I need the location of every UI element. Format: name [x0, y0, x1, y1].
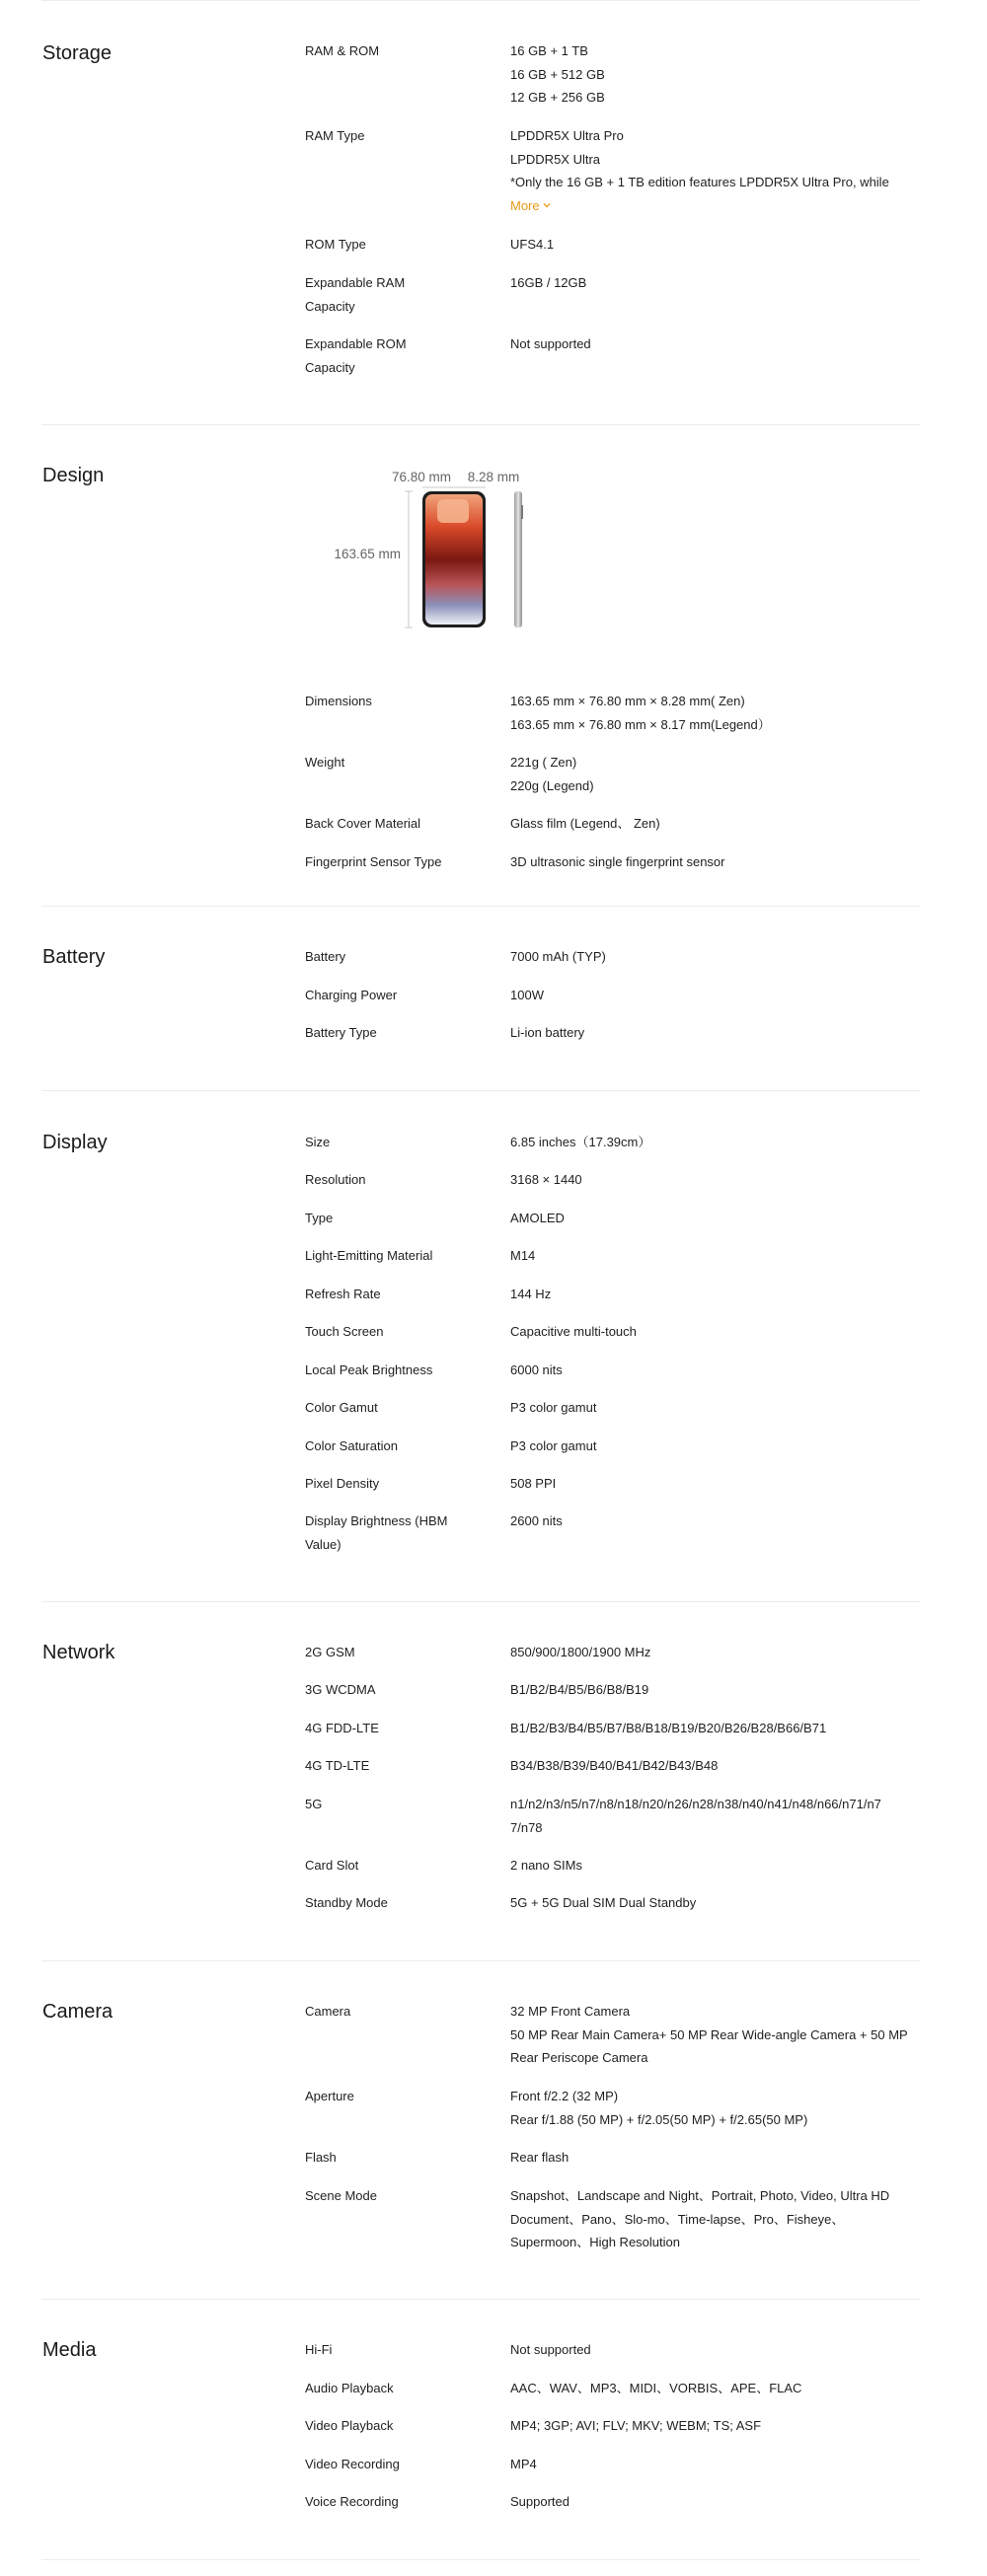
- section-title-camera: Camera: [42, 2001, 114, 2023]
- spec-value: [510, 1396, 920, 1420]
- spec-value: [510, 2146, 920, 2170]
- value-line: Capacitive multi-touch: [510, 1324, 637, 1339]
- value-line: B1/B2/B4/B5/B6/B8/B19: [510, 1682, 649, 1697]
- value-line: LPDDR5X Ultra: [510, 151, 601, 167]
- spec-value: [510, 751, 920, 797]
- value-line: MP4: [510, 2457, 537, 2471]
- spec-label: Standby Mode: [305, 1895, 388, 1910]
- spec-value: [510, 1754, 920, 1778]
- spec-label: Flash: [305, 2150, 337, 2165]
- value-line: M14: [510, 1248, 536, 1263]
- spec-value: [510, 1435, 920, 1458]
- spec-value: [510, 1021, 920, 1045]
- phone-dimension-figure: [326, 464, 582, 641]
- spec-label: 4G TD-LTE: [305, 1758, 370, 1773]
- spec-label: RAM & ROM: [305, 43, 380, 58]
- section-title-battery: Battery: [42, 946, 106, 968]
- spec-value: [510, 812, 920, 836]
- spec-value: [510, 850, 920, 874]
- spec-value: [510, 271, 920, 295]
- spec-value: [510, 233, 920, 257]
- value-line: 850/900/1800/1900 MHz: [510, 1645, 651, 1659]
- value-line: 7000 mAh (TYP): [510, 949, 606, 964]
- value-line: 16 GB + 1 TB: [510, 43, 588, 58]
- spec-value: [510, 1717, 920, 1740]
- spec-value: [510, 1793, 920, 1839]
- spec-value: [510, 1283, 920, 1306]
- spec-value: [510, 1244, 920, 1268]
- phone-side: [514, 491, 522, 627]
- spec-label: Color Saturation: [305, 1438, 398, 1453]
- value-line: 50 MP Rear Main Camera+ 50 MP Rear Wide-angle Camera + 50 MP: [510, 2026, 908, 2042]
- value-line: Not supported: [510, 2342, 591, 2357]
- spec-label: Display Brightness (HBM Value): [305, 1513, 448, 1552]
- value-line: Supermoon、High Resolution: [510, 2235, 680, 2249]
- spec-value: [510, 1168, 920, 1192]
- value-line: Supported: [510, 2494, 569, 2509]
- spec-label: Battery: [305, 949, 346, 964]
- spec-value: [510, 2453, 920, 2476]
- spec-label: Light-Emitting Material: [305, 1248, 433, 1263]
- spec-label: 4G FDD-LTE: [305, 1721, 379, 1735]
- spec-value: [510, 39, 920, 110]
- section-title-storage: Storage: [42, 42, 113, 64]
- value-line: UFS4.1: [510, 237, 555, 252]
- spec-value: [510, 1472, 920, 1496]
- divider: [41, 1090, 920, 1091]
- spec-value: [510, 2338, 920, 2362]
- value-line: 16 GB + 512 GB: [510, 66, 605, 82]
- divider: [41, 424, 920, 425]
- value-line: P3 color gamut: [510, 1400, 597, 1415]
- divider: [41, 2559, 920, 2560]
- value-line: 6000 nits: [510, 1362, 563, 1377]
- divider: [41, 1960, 920, 1961]
- spec-value: [510, 1854, 920, 1877]
- value-line: Li-ion battery: [510, 1025, 585, 1040]
- value-line: 163.65 mm × 76.80 mm × 8.28 mm( Zen): [510, 694, 745, 708]
- spec-label: Local Peak Brightness: [305, 1362, 433, 1377]
- thickness-label: 8.28 mm: [467, 470, 520, 484]
- value-line: *Only the 16 GB + 1 TB edition features LPDDR5X Ultra Pro, while: [510, 175, 889, 189]
- value-line: B34/B38/B39/B40/B41/B42/B43/B48: [510, 1758, 719, 1773]
- value-line: 2 nano SIMs: [510, 1858, 582, 1873]
- spec-label: Pixel Density: [305, 1476, 380, 1491]
- spec-value: [510, 690, 920, 736]
- value-line: 163.65 mm × 76.80 mm × 8.17 mm(Legend）: [510, 716, 771, 732]
- spec-label: 3G WCDMA: [305, 1682, 376, 1697]
- divider: [41, 1601, 920, 1602]
- spec-value: [510, 2490, 920, 2514]
- spec-label: Card Slot: [305, 1858, 359, 1873]
- value-line: B1/B2/B3/B4/B5/B7/B8/B18/B19/B20/B26/B28/B66/B71: [510, 1721, 827, 1735]
- spec-value: [510, 1891, 920, 1915]
- divider: [41, 906, 920, 907]
- value-line: Rear flash: [510, 2150, 569, 2165]
- section-title-network: Network: [42, 1642, 115, 1663]
- section-title-display: Display: [42, 1132, 108, 1153]
- value-line: 12 GB + 256 GB: [510, 90, 605, 105]
- value-line: 16GB / 12GB: [510, 275, 587, 290]
- spec-label: Audio Playback: [305, 2381, 394, 2395]
- spec-label: Color Gamut: [305, 1400, 378, 1415]
- spec-label: Scene Mode: [305, 2188, 377, 2203]
- spec-value: [510, 945, 920, 969]
- value-line: 220g (Legend): [510, 777, 594, 793]
- value-line: MP4; 3GP; AVI; FLV; MKV; WEBM; TS; ASF: [510, 2418, 762, 2433]
- value-line: Not supported: [510, 336, 591, 351]
- value-line: Snapshot、Landscape and Night、Portrait, Photo, Video, Ultra HD: [510, 2188, 890, 2203]
- value-line: 7/n78: [510, 1819, 543, 1835]
- spec-value: [510, 2414, 920, 2438]
- chevron-down-icon: [542, 200, 552, 210]
- more-link[interactable]: [510, 194, 552, 218]
- spec-value: [510, 1131, 920, 1154]
- spec-label: Voice Recording: [305, 2494, 399, 2509]
- value-line: Glass film (Legend、 Zen): [510, 816, 660, 831]
- value-line: 221g ( Zen): [510, 755, 577, 770]
- spec-label: Fingerprint Sensor Type: [305, 854, 442, 869]
- value-line: 144 Hz: [510, 1287, 552, 1301]
- section-title-design: Design: [42, 465, 105, 486]
- spec-label: Aperture: [305, 2089, 354, 2103]
- spec-label: Expandable RAM Capacity: [305, 275, 406, 314]
- divider: [41, 2299, 920, 2300]
- divider: [41, 0, 920, 1]
- spec-value: [510, 2085, 920, 2131]
- value-line: Rear Periscope Camera: [510, 2050, 648, 2065]
- value-line: 2600 nits: [510, 1513, 563, 1528]
- spec-value: [510, 2184, 920, 2254]
- value-line: 32 MP Front Camera: [510, 2004, 631, 2019]
- spec-label: Hi-Fi: [305, 2342, 333, 2357]
- spec-label: Resolution: [305, 1172, 366, 1187]
- spec-label: Touch Screen: [305, 1324, 384, 1339]
- spec-label: Weight: [305, 755, 345, 770]
- spec-value: [510, 2377, 920, 2400]
- value-line: 508 PPI: [510, 1476, 557, 1491]
- value-line: Document、Pano、Slo-mo、Time-lapse、Pro、Fisheye、: [510, 2211, 845, 2227]
- value-line: Rear f/1.88 (50 MP) + f/2.05(50 MP) + f/2.65(50 MP): [510, 2111, 808, 2127]
- spec-value: [510, 332, 920, 356]
- value-line: 5G + 5G Dual SIM Dual Standby: [510, 1895, 697, 1910]
- spec-label: Type: [305, 1211, 334, 1225]
- more-label: More: [510, 197, 540, 213]
- spec-value: [510, 984, 920, 1007]
- height-label: 163.65 mm: [334, 547, 401, 561]
- spec-value: [510, 1509, 920, 1533]
- spec-value: [510, 1641, 920, 1664]
- spec-label: Charging Power: [305, 988, 398, 1002]
- spec-value: [510, 1678, 920, 1702]
- spec-label: ROM Type: [305, 237, 366, 252]
- value-line: P3 color gamut: [510, 1438, 597, 1453]
- spec-label: Expandable ROM Capacity: [305, 336, 407, 375]
- spec-label: Size: [305, 1135, 331, 1149]
- spec-value: [510, 1207, 920, 1230]
- width-label: 76.80 mm: [391, 470, 452, 484]
- spec-label: Video Playback: [305, 2418, 394, 2433]
- spec-label: Back Cover Material: [305, 816, 421, 831]
- spec-value: [510, 1320, 920, 1344]
- value-line: 3D ultrasonic single fingerprint sensor: [510, 854, 725, 869]
- value-line: 3168 × 1440: [510, 1172, 582, 1187]
- spec-label: 2G GSM: [305, 1645, 355, 1659]
- spec-label: RAM Type: [305, 128, 365, 143]
- spec-label: Battery Type: [305, 1025, 377, 1040]
- spec-label: Dimensions: [305, 694, 372, 708]
- value-line: n1/n2/n3/n5/n7/n8/n18/n20/n26/n28/n38/n40/n41/n48/n66/n71/n7: [510, 1797, 881, 1811]
- value-line: Front f/2.2 (32 MP): [510, 2089, 619, 2103]
- section-title-media: Media: [42, 2339, 97, 2361]
- value-line: 100W: [510, 988, 544, 1002]
- value-line: AMOLED: [510, 1211, 565, 1225]
- value-line: AAC、WAV、MP3、MIDI、VORBIS、APE、FLAC: [510, 2381, 802, 2395]
- spec-value: [510, 124, 920, 217]
- value-line: LPDDR5X Ultra Pro: [510, 128, 624, 143]
- value-line: 6.85 inches（17.39cm）: [510, 1135, 651, 1149]
- spec-label: Camera: [305, 2004, 351, 2019]
- spec-value: [510, 2000, 920, 2070]
- spec-label: Video Recording: [305, 2457, 400, 2471]
- spec-value: [510, 1359, 920, 1382]
- spec-label: Refresh Rate: [305, 1287, 381, 1301]
- spec-label: 5G: [305, 1797, 323, 1811]
